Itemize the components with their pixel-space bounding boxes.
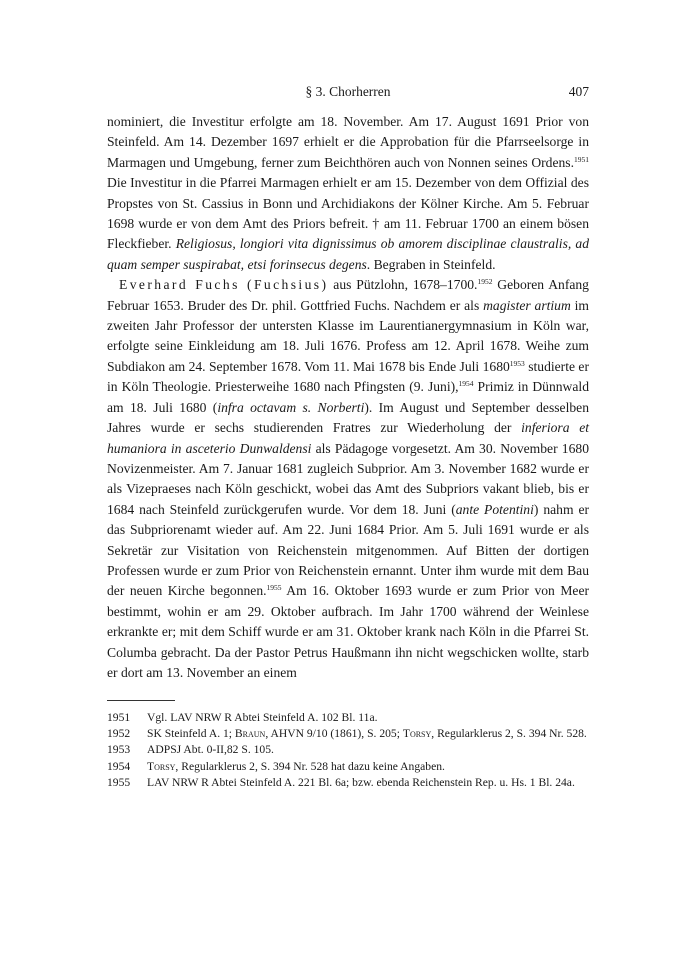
author-name: Torsy bbox=[147, 759, 176, 773]
footnote-text: , Regularklerus 2, S. 394 Nr. 528. bbox=[431, 727, 587, 741]
footnote-number: 1952 bbox=[107, 727, 131, 741]
footnote-1955 bbox=[107, 775, 589, 791]
footnote-number: 1951 bbox=[107, 711, 131, 724]
latin-term: infra octavam s. Norberti bbox=[217, 399, 365, 415]
running-header bbox=[107, 84, 589, 104]
latin-term: inferiora et humaniora in asceterio Dunwaldensi bbox=[107, 420, 590, 456]
latin-term: ante Potentini bbox=[455, 501, 534, 517]
footnote-1951 bbox=[107, 710, 589, 726]
footnote-divider bbox=[107, 700, 175, 701]
footnote-ref[interactable]: 1954 bbox=[458, 379, 474, 389]
text-run: ) nahm er das Subpriorenamt wieder auf. Am 22. Juni 1684 Prior. Am 5. Juli 1691 wurde er als Sekretär zur Visitation von Reichenstein mitgenommen. Auf Bitten der dortigen Professen wurde er zum Prior von Reichenstein ernannt. Unter ihm wurde mit dem Bau der neuen Kirche begonnen. bbox=[107, 501, 590, 599]
footnote-text: Vgl. LAV NRW R Abtei Steinfeld A. 102 Bl. 11a. bbox=[147, 711, 378, 724]
text-run: Geboren Anfang Februar 1653. Bruder des Dr. phil. Gottfried Fuchs. Nachdem er als bbox=[107, 277, 589, 313]
text-run: studierte er in Köln Theologie. Priesterweihe 1680 nach Pfingsten (9. Juni), bbox=[107, 358, 589, 395]
footnotes bbox=[107, 710, 589, 791]
footnote-1952 bbox=[107, 726, 589, 742]
footnote-text: LAV NRW R Abtei Steinfeld A. 221 Bl. 6a; bzw. ebenda Reichenstein Rep. u. Hs. 1 Bl. 24a. bbox=[147, 775, 575, 789]
footnote-1954 bbox=[107, 759, 589, 775]
text-run: als Pädagoge vorgesetzt. Am 30. November 1680 Novizenmeister. Am 7. Januar 1681 zugleich Subprior. Am 3. November 1682 wurde er als Vizepraeses nach Köln geschickt, wobei das Amt des Subpriors vakant blieb, bis er 1684 nach Steinfeld zurückgerufen wurde. Vor dem 18. Juni ( bbox=[107, 440, 589, 517]
page-number: 407 bbox=[568, 84, 589, 99]
footnote-1953 bbox=[107, 742, 589, 758]
footnote-ref[interactable]: 1955 bbox=[266, 583, 282, 593]
author-name: Braun bbox=[234, 727, 266, 741]
paragraph-fuchs-entry bbox=[107, 275, 589, 683]
footnote-number: 1953 bbox=[107, 743, 131, 757]
latin-quote: Religiosus, longiori vita dignissimus ob amorem disciplinae claustralis, ad quam semper suspirabat, etsi forinsecus degens bbox=[107, 236, 589, 272]
footnote-text: , Regularklerus 2, S. 394 Nr. 528 hat dazu keine Angaben. bbox=[175, 759, 445, 773]
text-run: . Begraben in Steinfeld. bbox=[366, 256, 496, 272]
latin-term: magister artium bbox=[483, 297, 571, 313]
footnote-number: 1954 bbox=[107, 759, 131, 773]
text-run: aus Pützlohn, 1678–1700. bbox=[328, 277, 478, 293]
text-run: im zweiten Jahr Professor der untersten Klasse im Laurentianergymnasium in Köln war, erfolgte seine Einkleidung am 18. Juli 1676. Profess am 12. April 1678. Weihe zum Subdiakon am 24. September 1678. Vom 11. Mai 1678 bis Ende Juli 1680 bbox=[107, 297, 590, 374]
author-name: Torsy bbox=[402, 727, 432, 741]
text-run: Primiz in Dünnwald am 18. Juli 1680 ( bbox=[107, 379, 589, 415]
text-run: Am 16. Oktober 1693 wurde er zum Prior von Meer bestimmt, wohin er am 29. Oktober aufbrach. Im Jahr 1700 während der Weinlese erkrankte er; mit dem Schiff wurde er am 31. Oktober krank nach Köln in die Pfarrei St. Columba gebracht. Da der Pastor Petrus Haußmann ihn nicht wegschicken wollte, starb er dort am 13. November an einem bbox=[107, 583, 590, 680]
footnote-ref[interactable]: 1951 bbox=[574, 154, 589, 164]
footnote-ref[interactable]: 1953 bbox=[509, 358, 525, 368]
person-name: Everhard Fuchs (Fuchsius) bbox=[119, 277, 329, 293]
paragraph-prior-entry bbox=[107, 112, 589, 275]
footnote-text: , AHVN 9/10 (1861), S. 205; bbox=[265, 727, 403, 741]
text-run: ). Im August und September desselben Jahres wurde er sechs studierenden Fratres zur Wiederholung der bbox=[107, 399, 589, 436]
text-run: Die Investitur in die Pfarrei Marmagen erhielt er am 15. Dezember von dem Offizial des Propstes von St. Cassius in Bonn und Archidiakons der Kölner Kirche. Am 5. Februar 1698 wurde er von dem Amt des Priors befreit. † am 11. Februar 1700 an einem bösen Fleckfieber. bbox=[107, 175, 589, 252]
footnote-text: ADPSJ Abt. 0-II,82 S. 105. bbox=[147, 743, 274, 757]
footnote-ref[interactable]: 1952 bbox=[477, 277, 493, 287]
footnote-number: 1955 bbox=[107, 775, 131, 789]
section-title: § 3. Chorherren bbox=[305, 84, 391, 99]
footnote-text: SK Steinfeld A. 1; bbox=[147, 727, 235, 741]
main-text bbox=[107, 112, 589, 683]
text-run: nominiert, die Investitur erfolgte am 18. November. Am 17. August 1691 Prior von Steinfeld. Am 14. Dezember 1697 erhielt er die Approbation für die Pfarrseelsorge in Marmagen und Umgebung, ferner zum Beichthören auch von Nonnen seines Ordens. bbox=[107, 114, 589, 170]
